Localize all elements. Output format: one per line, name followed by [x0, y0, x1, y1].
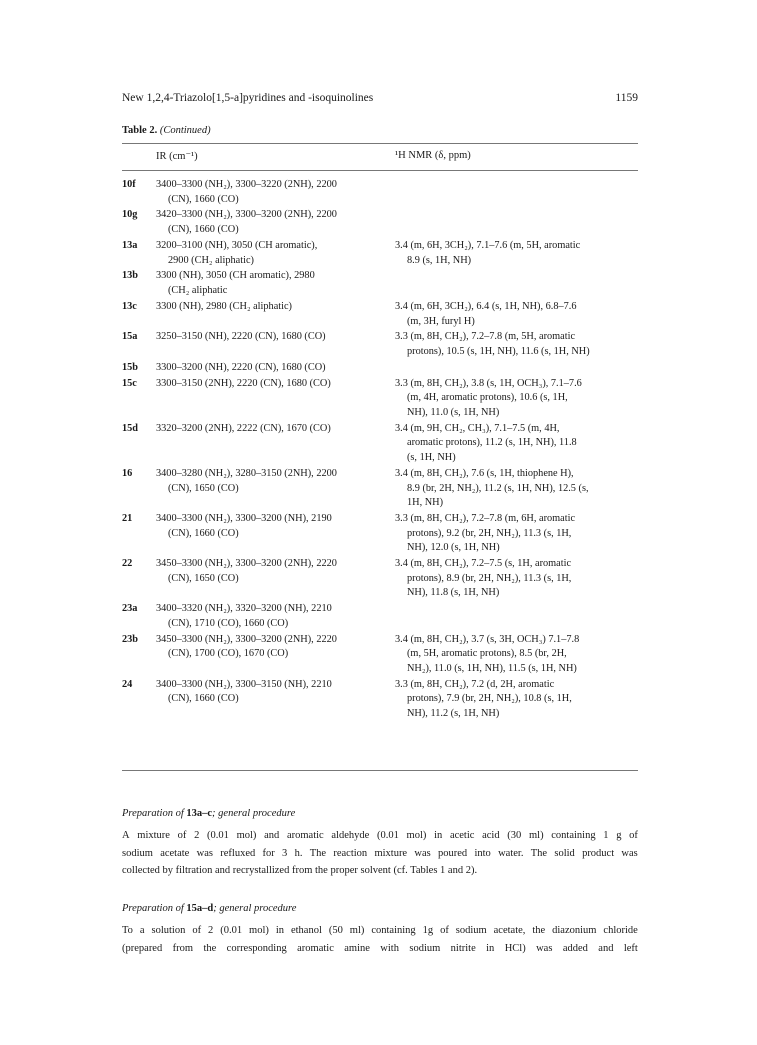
nmr-line: 3.4 (m, 6H, 3CH₂), 7.1–7.6 (m, 5H, aromatic — [395, 239, 581, 251]
ir-cell — [156, 602, 395, 631]
compound-id: 16 — [122, 467, 133, 479]
section-heading — [122, 900, 638, 918]
nmr-cell — [395, 422, 638, 466]
nmr-line: NH), 11.0 (s, 1H, NH) — [407, 406, 500, 418]
nmr-line: aromatic protons), 11.2 (s, 1H, NH), 11.8 — [407, 437, 577, 449]
compound-id: 24 — [122, 678, 133, 690]
nmr-line: (m, 5H, aromatic protons), 8.5 (br, 2H, — [407, 648, 567, 660]
nmr-line: 3.4 (m, 8H, CH₂), 3.7 (s, 3H, OCH₃) 7.1–7.8 — [395, 633, 580, 645]
ir-cell — [156, 633, 395, 677]
ir-cell — [156, 239, 395, 268]
nmr-line: 1H, NH) — [407, 497, 444, 509]
nmr-line: 3.4 (m, 8H, CH₂), 7.6 (s, 1H, thiophene H), — [395, 467, 574, 479]
ir-line: (CN), 1710 (CO), 1660 (CO) — [168, 617, 289, 629]
compound-id: 10g — [122, 209, 138, 221]
compound-id: 22 — [122, 558, 133, 570]
nmr-line: 3.4 (m, 6H, 3CH₂), 6.4 (s, 1H, NH), 6.8–7.6 — [395, 300, 577, 312]
nmr-cell — [395, 602, 638, 631]
paragraph-line: A mixture of 2 (0.01 mol) and aromatic aldehyde (0.01 mol) in acetic acid (30 ml) containing 1 g of — [122, 830, 638, 841]
nmr-line: NH), 11.8 (s, 1H, NH) — [407, 587, 500, 599]
ir-line: 3450–3300 (NH₂), 3300–3200 (2NH), 2220 — [156, 633, 337, 645]
ir-cell — [156, 512, 395, 556]
table-row — [122, 678, 638, 722]
table-row — [122, 300, 638, 329]
table-header-rule — [122, 170, 638, 171]
nmr-line: NH₂), 11.0 (s, 1H, NH), 11.5 (s, 1H, NH) — [407, 662, 577, 674]
nmr-line: 3.4 (m, 8H, CH₂), 7.2–7.5 (s, 1H, aromatic — [395, 558, 572, 570]
ir-line: 3200–3100 (NH), 3050 (CH aromatic), — [156, 239, 318, 251]
section-paragraph — [122, 922, 638, 957]
ir-line: 3400–3300 (NH₂), 3300–3200 (NH), 2190 — [156, 513, 332, 525]
section-paragraph — [122, 827, 638, 880]
nmr-line: protons), 7.9 (br, 2H, NH₂), 10.8 (s, 1H, — [407, 693, 572, 705]
compound-id: 15d — [122, 422, 139, 434]
nmr-line: NH), 12.0 (s, 1H, NH) — [407, 542, 500, 554]
table-row — [122, 239, 638, 268]
nmr-cell — [395, 633, 638, 677]
ir-line: (CN), 1660 (CO) — [168, 224, 239, 236]
table-body — [122, 178, 638, 723]
ir-line: 2900 (CH₂ aliphatic) — [168, 254, 254, 266]
ir-line: (CN), 1700 (CO), 1670 (CO) — [168, 648, 289, 660]
ir-line: 3300 (NH), 3050 (CH aromatic), 2980 — [156, 270, 315, 282]
nmr-cell — [395, 557, 638, 601]
nmr-line: (s, 1H, NH) — [407, 452, 456, 464]
nmr-cell — [395, 467, 638, 511]
nmr-line: protons), 10.5 (s, 1H, NH), 11.6 (s, 1H, NH) — [407, 346, 590, 358]
page-number: 1159 — [615, 92, 638, 104]
ir-cell — [156, 678, 395, 722]
compound-id: 15a — [122, 331, 138, 343]
ir-line: 3300–3200 (NH), 2220 (CN), 1680 (CO) — [156, 361, 326, 373]
nmr-cell — [395, 178, 638, 207]
table-row — [122, 178, 638, 207]
compound-id: 13a — [122, 239, 138, 251]
running-header — [122, 92, 638, 108]
table-row — [122, 330, 638, 359]
ir-line: 3320–3200 (2NH), 2222 (CN), 1670 (CO) — [156, 422, 331, 434]
ir-cell — [156, 557, 395, 601]
running-title: New 1,2,4-Triazolo[1,5-a]pyridines and -isoquinolines — [122, 92, 374, 104]
ir-cell — [156, 377, 395, 421]
nmr-cell — [395, 361, 638, 376]
section-heading — [122, 805, 638, 823]
paragraph-line: sodium acetate was refluxed for 3 h. The reaction mixture was poured into water. The solid product was — [122, 847, 638, 859]
compound-id: 21 — [122, 513, 133, 525]
nmr-line: protons), 9.2 (br, 2H, NH₂), 11.3 (s, 1H, — [407, 527, 572, 539]
ir-line: (CN), 1650 (CO) — [168, 482, 239, 494]
paragraph-line: To a solution of 2 (0.01 mol) in ethanol (50 ml) containing 1g of sodium acetate, the diazonium chloride — [122, 925, 638, 936]
table-row — [122, 422, 638, 466]
table-row — [122, 208, 638, 237]
ir-line: (CN), 1660 (CO) — [168, 527, 239, 539]
column-header-nmr: ¹H NMR (δ, ppm) — [395, 150, 471, 161]
table-bottom-rule — [122, 770, 638, 771]
ir-line: 3450–3300 (NH₂), 3300–3200 (2NH), 2220 — [156, 558, 337, 570]
ir-line: 3300 (NH), 2980 (CH₂ aliphatic) — [156, 300, 292, 312]
compound-id: 13b — [122, 270, 139, 282]
compound-id: 15c — [122, 377, 137, 389]
table-row — [122, 467, 638, 511]
table-row — [122, 377, 638, 421]
compound-id: 10f — [122, 179, 136, 190]
table-top-rule — [122, 143, 638, 144]
ir-cell — [156, 178, 395, 207]
nmr-line: 3.3 (m, 8H, CH₂), 7.2–7.8 (m, 5H, aromatic — [395, 331, 576, 343]
ir-line: (CN), 1660 (CO) — [168, 693, 239, 705]
table-row — [122, 557, 638, 601]
compound-id: 13c — [122, 300, 137, 312]
column-header-ir: IR (cm⁻¹) — [156, 151, 198, 162]
table-row — [122, 602, 638, 631]
section-heading-post: ; general procedure — [212, 808, 296, 819]
compound-id: 23b — [122, 633, 139, 645]
paragraph-line: collected by filtration and recrystallized from the proper solvent (cf. Tables 1 and 2). — [122, 865, 478, 876]
ir-line: 3400–3320 (NH₂), 3320–3200 (NH), 2210 — [156, 603, 332, 615]
ir-line: (CH₂ aliphatic — [168, 285, 228, 297]
ir-cell — [156, 208, 395, 237]
nmr-line: 8.9 (br, 2H, NH₂), 11.2 (s, 1H, NH), 12.5 (s, — [407, 482, 589, 494]
section-heading-pre: Preparation of — [122, 903, 187, 914]
table-caption — [122, 125, 211, 136]
nmr-cell — [395, 330, 638, 359]
table-row — [122, 633, 638, 677]
ir-line: 3250–3150 (NH), 2220 (CN), 1680 (CO) — [156, 331, 326, 343]
section-heading-pre: Preparation of — [122, 808, 187, 819]
compound-id: 15b — [122, 361, 139, 373]
nmr-line: (m, 4H, aromatic protons), 10.6 (s, 1H, — [407, 392, 568, 404]
nmr-line: 3.3 (m, 8H, CH₂), 7.2 (d, 2H, aromatic — [395, 678, 555, 690]
ir-cell — [156, 361, 395, 376]
nmr-line: 3.4 (m, 9H, CH₂, CH₃), 7.1–7.5 (m, 4H, — [395, 422, 560, 434]
nmr-cell — [395, 208, 638, 237]
ir-line: 3300–3150 (2NH), 2220 (CN), 1680 (CO) — [156, 377, 331, 389]
ir-cell — [156, 422, 395, 466]
ir-line: 3420–3300 (NH₂), 3300–3200 (2NH), 2200 — [156, 209, 337, 221]
nmr-line: 8.9 (s, 1H, NH) — [407, 254, 472, 266]
nmr-line: 3.3 (m, 8H, CH₂), 3.8 (s, 1H, OCH₃), 7.1–7.6 — [395, 377, 582, 389]
ir-cell — [156, 300, 395, 329]
ir-line: (CN), 1650 (CO) — [168, 572, 239, 584]
ir-line: 3400–3300 (NH₂), 3300–3220 (2NH), 2200 — [156, 179, 337, 190]
ir-line: 3400–3300 (NH₂), 3300–3150 (NH), 2210 — [156, 678, 332, 690]
ir-cell — [156, 467, 395, 511]
section-heading-compound: 15a–d — [186, 903, 214, 914]
nmr-cell — [395, 269, 638, 298]
paragraph-line: (prepared from the corresponding aromatic amine with sodium nitrite in HCl) was added and left — [122, 942, 638, 954]
table-row — [122, 269, 638, 298]
table-label: Table 2. — [122, 125, 158, 136]
ir-line: 3400–3280 (NH₂), 3280–3150 (2NH), 2200 — [156, 467, 337, 479]
nmr-cell — [395, 300, 638, 329]
nmr-line: 3.3 (m, 8H, CH₂), 7.2–7.8 (m, 6H, aromatic — [395, 513, 576, 525]
nmr-line: (m, 3H, furyl H) — [407, 315, 475, 327]
compound-id: 23a — [122, 603, 138, 615]
table-caption-note: (Continued) — [159, 125, 211, 136]
table-row — [122, 512, 638, 556]
nmr-line: protons), 8.9 (br, 2H, NH₂), 11.3 (s, 1H, — [407, 572, 572, 584]
nmr-cell — [395, 678, 638, 722]
nmr-line: NH), 11.2 (s, 1H, NH) — [407, 707, 500, 719]
ir-cell — [156, 330, 395, 359]
section-heading-post: ; general procedure — [213, 903, 297, 914]
nmr-cell — [395, 239, 638, 268]
nmr-cell — [395, 377, 638, 421]
ir-cell — [156, 269, 395, 298]
nmr-cell — [395, 512, 638, 556]
section-heading-compound: 13a–c — [186, 808, 213, 819]
table-row — [122, 361, 638, 376]
ir-line: (CN), 1660 (CO) — [168, 193, 239, 205]
